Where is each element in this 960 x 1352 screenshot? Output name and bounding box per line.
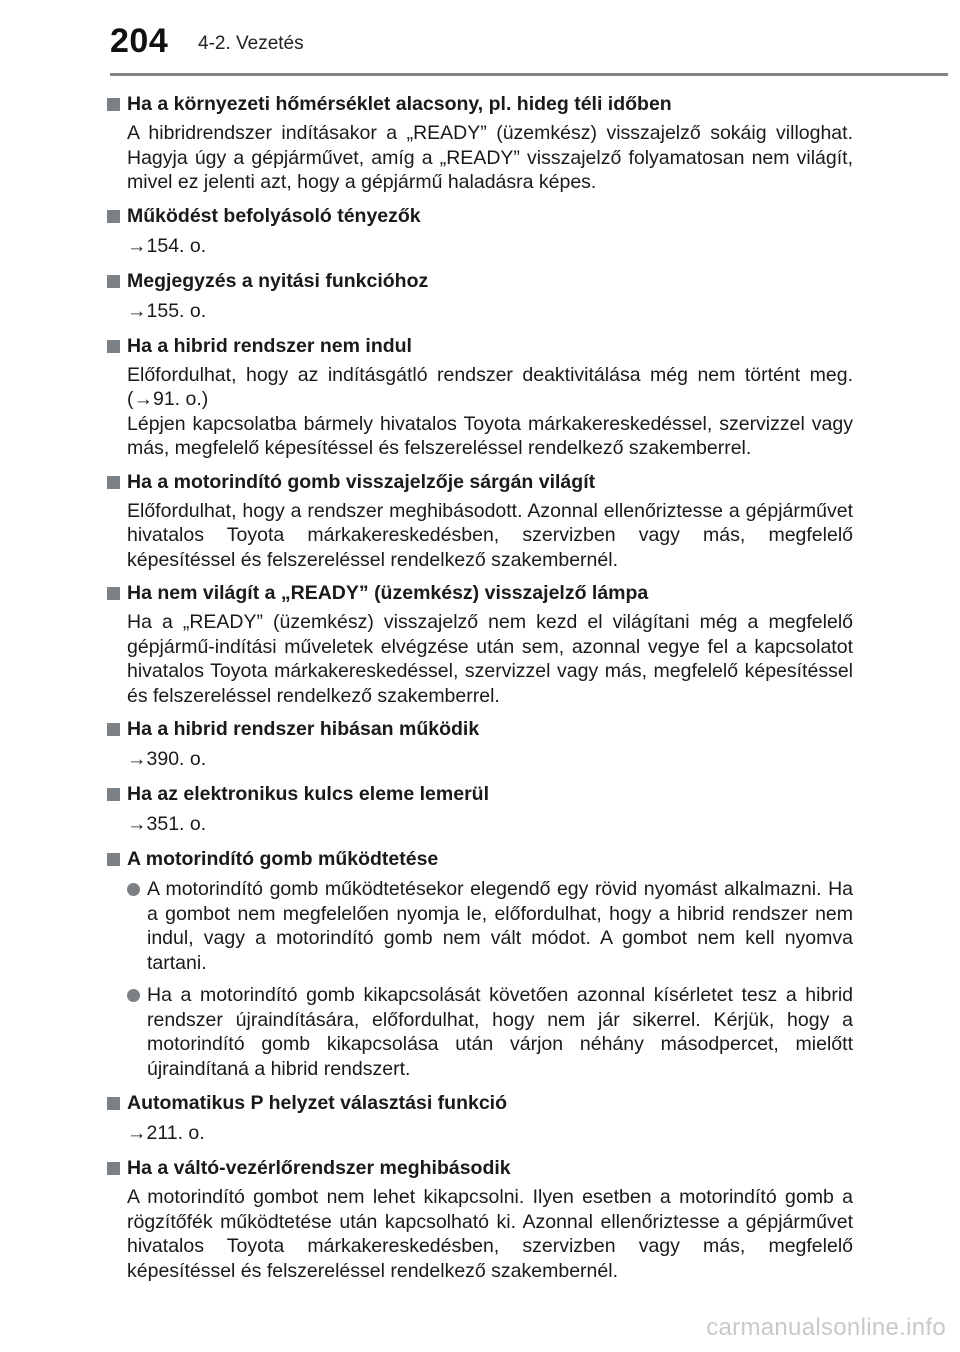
section-start-button-operation	[107, 845, 853, 1081]
section-opening-function-note	[107, 267, 853, 325]
square-bullet-icon	[107, 476, 120, 489]
round-bullet-icon	[127, 989, 140, 1002]
body-text: A hibridrendszer indításakor a „READY” (üzemkész) visszajelző sokáig villoghat. Hagyja úgy a gépjárművet, amíg a „READY” visszajelző folyamatosan nem világít, mivel ez jelenti azt, hogy a gépjármű haladásra képes.	[127, 122, 853, 193]
page-number: 204	[110, 22, 169, 60]
section-heading	[107, 1154, 853, 1182]
watermark: carmanualsonline.info	[706, 1314, 946, 1341]
page-header	[0, 0, 960, 80]
heading-text: Ha nem világít a „READY” (üzemkész) visszajelző lámpa	[127, 582, 649, 604]
square-bullet-icon	[107, 788, 120, 801]
round-bullet-icon	[127, 883, 140, 896]
section-heading	[107, 579, 853, 607]
header-divider	[110, 73, 948, 76]
page-reference-link[interactable]: →154. o.	[127, 234, 207, 257]
heading-text: Ha a váltó-vezérlőrendszer meghibásodik	[127, 1157, 511, 1179]
bullet-text: A motorindító gomb működtetésekor elegendő egy rövid nyomást alkalmazni. Ha a gombot nem megfelelően nyomja le, előfordulhat, hogy a hibrid rendszer nem indul, vagy a motorindító gomb nem vált módot. A gombot nem kell nyomva tartani.	[147, 878, 853, 974]
heading-text: Ha a motorindító gomb visszajelzője sárgán világít	[127, 470, 596, 493]
section-heading	[107, 780, 853, 808]
heading-text: Megjegyzés a nyitási funkcióhoz	[127, 269, 429, 292]
section-auto-p-position	[107, 1089, 853, 1147]
heading-text: A motorindító gomb működtetése	[127, 848, 439, 870]
section-heading	[107, 267, 853, 295]
section-title: 4-2. Vezetés	[198, 33, 304, 54]
section-operating-factors	[107, 202, 853, 260]
heading-text: Ha a hibrid rendszer nem indul	[127, 334, 412, 357]
square-bullet-icon	[107, 98, 120, 111]
list-item	[127, 983, 853, 1081]
square-bullet-icon	[107, 587, 120, 600]
section-shift-control-malfunction	[107, 1154, 853, 1283]
section-heading	[107, 715, 853, 743]
section-hybrid-not-starting	[107, 332, 853, 461]
body-text: Előfordulhat, hogy a rendszer meghibásodott. Azonnal ellenőriztesse a gépjárművet hivatalos Toyota márkakereskedésben, szervizben vagy más, megfelelő képesítéssel és felszereléssel rendelkező szakembernél.	[127, 499, 853, 571]
page-reference-link[interactable]: →390. o.	[127, 748, 207, 770]
square-bullet-icon	[107, 853, 120, 866]
square-bullet-icon	[107, 1162, 120, 1175]
page-reference-link[interactable]: →211. o.	[127, 1122, 205, 1144]
square-bullet-icon	[107, 1097, 120, 1110]
square-bullet-icon	[107, 275, 120, 288]
section-heading	[107, 468, 853, 496]
section-heading	[107, 202, 853, 230]
body-text: Ha a „READY” (üzemkész) visszajelző nem kezd el világítani még a megfelelő gépjármű-indítási műveletek elvégzése után sem, azonnal vegye fel a kapcsolatot hivatalos Toyota márkakereskedéssel, szervizzel vagy más, megfelelő képesítéssel és felszereléssel rendelkező szakemberrel.	[127, 611, 853, 707]
section-hybrid-malfunction	[107, 715, 853, 773]
section-heading	[107, 90, 853, 118]
document-content	[107, 90, 853, 1290]
bullet-text: Ha a motorindító gomb kikapcsolását követően azonnal kísérletet tesz a hibrid rendszer újraindítására, előfordulhat, hogy nem jár sikerrel. Kérjük, hogy a motorindító gomb kikapcsolása után várjon néhány másodpercet, mielőtt újraindítaná a hibrid rendszert.	[147, 984, 853, 1080]
body-text: Előfordulhat, hogy az indításgátló rendszer deaktivitálása még nem történt meg. (→91. o.)	[127, 363, 853, 410]
heading-text: Működést befolyásoló tényezők	[127, 204, 421, 227]
heading-text: Ha a hibrid rendszer hibásan működik	[127, 718, 480, 740]
section-heading	[107, 332, 853, 360]
square-bullet-icon	[107, 340, 120, 353]
section-cold-temperature	[107, 90, 853, 195]
section-start-button-amber	[107, 468, 853, 573]
square-bullet-icon	[107, 210, 120, 223]
section-ready-lamp-off	[107, 579, 853, 708]
section-heading	[107, 1089, 853, 1117]
page-reference-link[interactable]: →155. o.	[127, 299, 207, 322]
list-item	[127, 877, 853, 975]
square-bullet-icon	[107, 723, 120, 736]
page-reference-link[interactable]: →351. o.	[127, 813, 207, 835]
section-heading	[107, 845, 853, 873]
heading-text: Ha a környezeti hőmérséklet alacsony, pl. hideg téli időben	[127, 93, 672, 115]
body-text: Lépjen kapcsolatba bármely hivatalos Toyota márkakereskedéssel, szervizzel vagy más, megfelelő képesítéssel és felszereléssel rendelkező szakemberrel.	[127, 412, 853, 459]
heading-text: Ha az elektronikus kulcs eleme lemerül	[127, 783, 490, 805]
heading-text: Automatikus P helyzet választási funkció	[127, 1092, 508, 1114]
body-text: A motorindító gombot nem lehet kikapcsolni. Ilyen esetben a motorindító gomb a rögzítőfék működtetése után kapcsolható ki. Azonnal ellenőriztesse a gépjárművet hivatalos Toyota márkakereskedésben, szervizben vagy más, megfelelő képesítéssel és felszereléssel rendelkező szakembernél.	[127, 1186, 853, 1282]
section-key-battery-depleted	[107, 780, 853, 838]
